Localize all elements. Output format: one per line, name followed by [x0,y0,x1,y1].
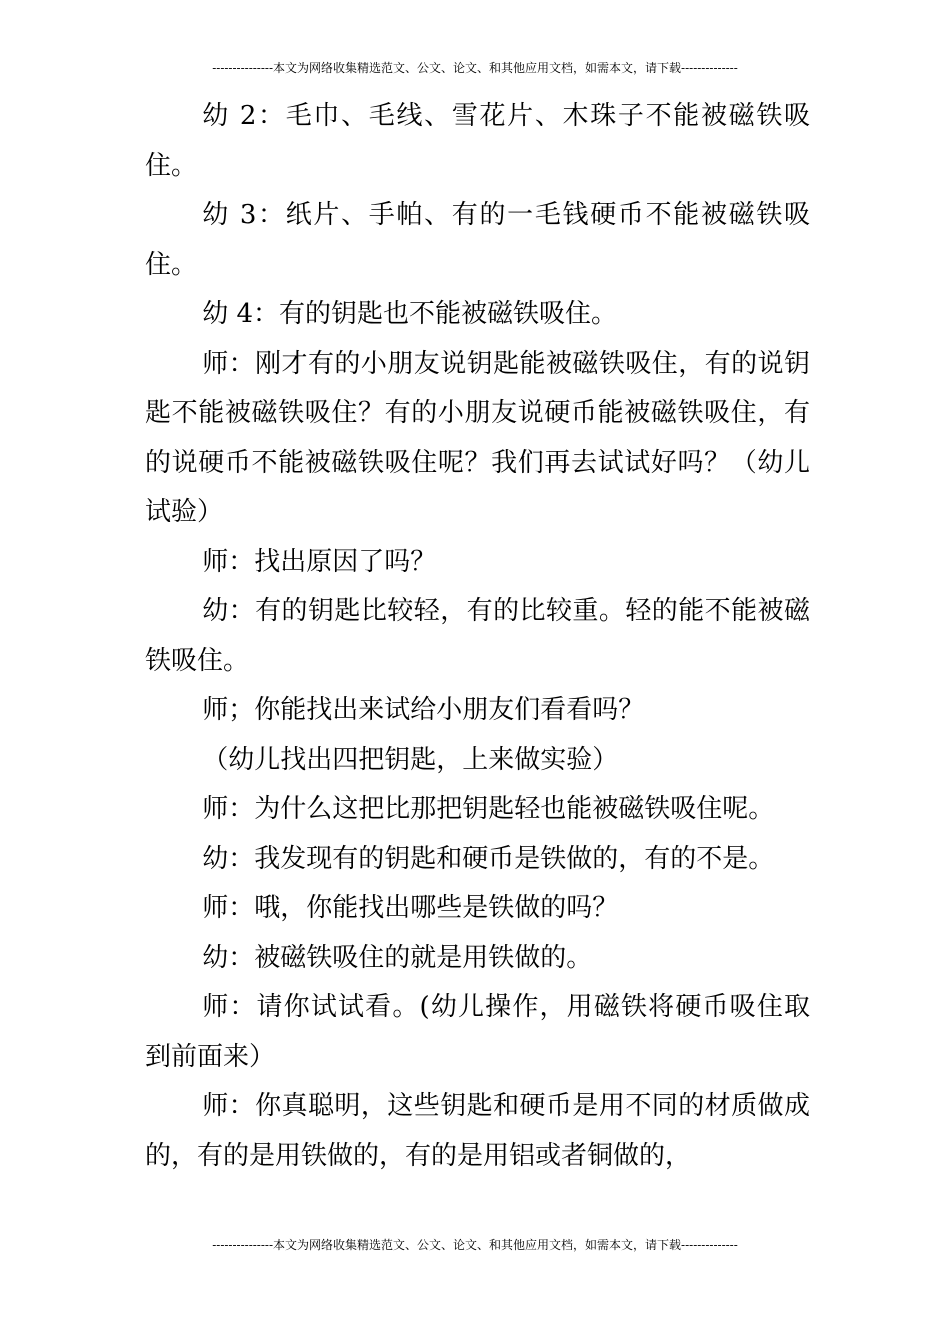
paragraph: 师：为什么这把比那把钥匙轻也能被磁铁吸住呢。 [202,794,775,824]
paragraph: 幼 2：毛巾、毛线、雪花片、木珠子不能被磁铁吸住。 [145,101,810,181]
page-header: ---------------本文为网络收集精选范文、公文、论文、和其他应用文档，如需本文，请下载-------------- [212,61,738,75]
paragraph: 师；你能找出来试给小朋友们看看吗？ [202,695,645,725]
paragraph: 师：你真聪明，这些钥匙和硬币是用不同的材质做成的，有的是用铁做的，有的是用铝或者铜做的， [145,1091,810,1171]
paragraph: （幼儿找出四把钥匙，上来做实验） [202,744,619,775]
paragraph: 幼：我发现有的钥匙和硬币是铁做的，有的不是。 [202,843,775,874]
paragraph: 幼：被磁铁吸住的就是用铁做的。 [202,942,593,973]
paragraph: 幼：有的钥匙比较轻，有的比较重。轻的能不能被磁铁吸住。 [145,596,810,676]
paragraph: 师：请你试试看。(幼儿操作，用磁铁将硬币吸住取到前面来） [145,992,810,1072]
paragraph: 师：哦，你能找出哪些是铁做的吗？ [202,893,619,923]
paragraph: 师：刚才有的小朋友说钥匙能被磁铁吸住，有的说钥匙不能被磁铁吸住？有的小朋友说硬币能被磁铁吸住，有的说硬币不能被磁铁吸住呢？我们再去试试好吗？（幼儿试验） [145,348,810,527]
paragraph: 幼 4：有的钥匙也不能被磁铁吸住。 [202,299,617,329]
paragraph: 师：找出原因了吗？ [202,546,437,577]
paragraph: 幼 3：纸片、手帕、有的一毛钱硬币不能被磁铁吸住。 [145,200,810,280]
document-body [145,92,810,1181]
page-footer: ---------------本文为网络收集精选范文、公文、论文、和其他应用文档，如需本文，请下载-------------- [212,1238,738,1252]
